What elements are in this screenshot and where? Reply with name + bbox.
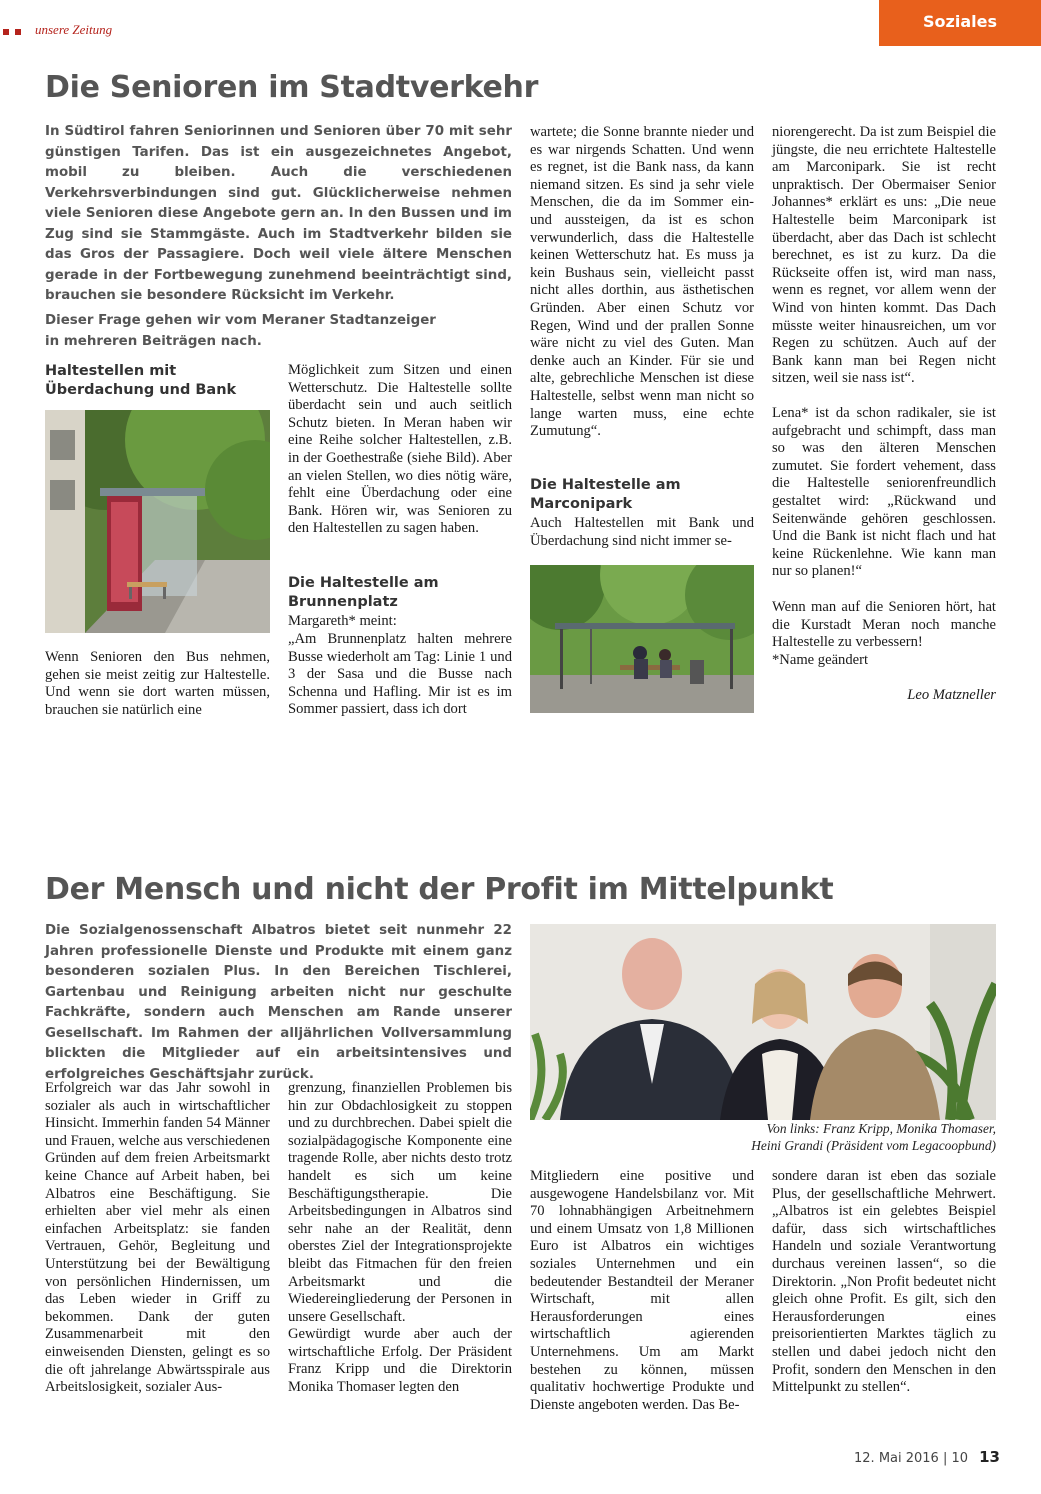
article1-col4-text2: Lena* ist da schon radikaler, sie ist aufgebracht und schimpft, dass man so was den älteren Menschen zumutet. Sie fordert vehement, dass die Haltestelle seniorenfreundlich gestaltet wird: „Rückwand und Seitenwände gehören geschlossen. Und die Bank ist nicht flach und hat keine Rückenlehne. Wie kann man nur so planen!“ <box>772 405 996 580</box>
subheading-line: Die Haltestelle am <box>288 575 439 591</box>
footer <box>820 1447 1000 1466</box>
lead2-line2: in mehreren Beiträgen nach. <box>45 333 262 349</box>
article2-col2-text2: Gewürdigt wurde aber auch der wirtschaftliche Erfolg. Der Präsident Franz Kripp und die Direktorin Monika Thomaser legten den <box>288 1326 512 1395</box>
section-tab <box>879 0 1041 46</box>
photo-caption <box>530 1121 996 1154</box>
article2-col4-text: sondere daran ist eben das soziale Plus, der gesellschaftliche Mehrwert. „Albatros ist ein gelebtes Beispiel dafür, dass sich wirtschaftliches Handeln und soziale Verantwortung durchaus vereinen lassen“, so die Direktorin. „Non Profit bedeutet nicht gleich ohne Profit. Es gilt, sich den Herausforderungen eines preisorientierten Marktes täglich zu stellen und dabei jedoch nicht den Profit, sondern den Menschen in den Mittelpunkt zu stellen“. <box>772 1168 996 1396</box>
subheading-brunnenplatz <box>288 574 512 612</box>
article2-col3-text: Mitgliedern eine positive und ausgewogene Handelsbilanz vor. Mit 70 lohnabhängigen Arbeitnehmern und einem Umsatz von 1,8 Millionen Euro ist Albatros ein wichtiges soziales Unternehmen und ein bedeutender Bestandteil der Meraner Wirtschaft, mit allen Herausforderungen eines wirtschaftlich agierenden Unternehmens. Um am Markt bestehen zu können, müssen qualitativ hochwertige Produkte und Dienste angeboten werden. Das Be- <box>530 1168 754 1413</box>
group-portrait-illustration <box>530 924 996 1120</box>
article1-author: Leo Matzneller <box>907 687 996 703</box>
article1-lead: In Südtirol fahren Seniorinnen und Senioren über 70 mit sehr günstigen Tarifen. Das ist ein ausgezeichnetes Angebot, mobil zu bleiben. Auch die verschiedenen Verkehrsverbindungen sind gut. Glücklicherweise nehmen viele Senioren diese Angebote gern an. In den Bussen und im Zug sind sie Stammgäste. Auch im Stadtverkehr bilden sie das Gros der Passagiere. Doch weil viele ältere Menschen gerade in der Fortbewegung zunehmend beeinträchtigt sind, brauchen sie besondere Rücksicht im Verkehr. <box>45 124 512 303</box>
article1-col4-text3: Wenn man auf die Senioren hört, hat die Kurstadt Meran noch manche Haltestelle zu verbessern! <box>772 599 996 651</box>
article1-col2-text: Möglichkeit zum Sitzen und einen Wetterschutz. Die Haltestelle sollte überdacht sein und auch seitlich Schutz bieten. In Meran haben wir eine Reihe solcher Haltestellen, z.B. in der Goethestraße (siehe Bild). Aber an vielen Stellen, wo dies nötig wäre, fehlt eine Überdachung oder eine Bank. Hören wir, was Senioren zu den Haltestellen zu sagen haben. <box>288 362 512 537</box>
subheading-marconipark <box>530 476 754 514</box>
lead2-line1: Dieser Frage gehen wir vom Meraner Stadtanzeiger <box>45 313 436 328</box>
article1-col1-text: Wenn Senioren den Bus nehmen, gehen sie meist zeitig zur Haltestelle. Und wenn sie dort warten müssen, brauchen sie natürlich eine <box>45 649 270 718</box>
subheading-haltestellen <box>45 362 270 400</box>
marconipark-shelter-illustration <box>530 565 754 713</box>
article1-col3-text2: Auch Haltestellen mit Bank und Überdachung sind nicht immer se- <box>530 515 754 549</box>
article2-col1-text: Erfolgreich war das Jahr sowohl in sozialer als auch in wirtschaftlicher Hinsicht. Immerhin fanden 54 Männer und Frauen, welche aus verschiedenen Gründen auf dem freien Arbeitsmarkt keine Chance auf Arbeit haben, bei Albatros eine Beschäftigung. Sie erhielten aber viel mehr als einen einfachen Arbeitsplatz: sie fanden Vertrauen, Gehör, Begleitung und Unterstützung bei der Bewältigung von persönlichen Hindernissen, um das Leben wieder in Griff zu bekommen. Dank der guten Zusammenarbeit mit den einweisenden Diensten, gelingt es so die oft jahrelange Abwärtsspirale aus Arbeitslosigkeit, sozialer Aus- <box>45 1080 270 1396</box>
article1-col4-text4: *Name geändert <box>772 652 869 668</box>
photo-bus-shelter-goethestrasse <box>45 410 270 633</box>
bus-shelter-illustration <box>45 410 270 633</box>
subheading-line: Haltestellen mit <box>45 363 177 379</box>
section-label: Soziales <box>923 12 997 31</box>
brand-squares-icon <box>3 29 9 35</box>
article1-title: Die Senioren im Stadtverkehr <box>45 70 539 105</box>
photo-bus-shelter-marconipark <box>530 565 754 713</box>
subheading-line: Überdachung und Bank <box>45 382 237 398</box>
caption-line: Heini Grandi (Präsident vom Legacoopbund) <box>751 1137 996 1153</box>
article1-col2-text2: Margareth* meint: <box>288 613 397 629</box>
subheading-line: Brunnenplatz <box>288 594 398 610</box>
article1-col4-text: niorengerecht. Da ist zum Beispiel die jüngste, die neu errichtete Haltestelle am Marconipark. Sie ist recht unpraktisch. Der Obermaiser Senior Johannes* erklärt es uns: „Die neue Haltestelle beim Marconipark ist überdacht, aber das Dach ist schlecht berechnet, es ist zu kurz. Da die Rückseite offen ist, wird man nass, wenn es regnet, vor allem wenn der Wind von hinten kommt. Das Dach müsste weiter hinausreichen, um vor Regen zu schützen. Auch auf der Bank kann man bei Regen nicht sitzen, weil sie nass ist“. <box>772 124 996 387</box>
article2-col2-text: grenzung, finanziellen Problemen bis hin zur Obdachlosigkeit zu stoppen und zu durchbrechen. Dabei spielt die sozialpädagogische Komponente eine tragende Rolle, aber nichts desto trotz handelt es sich um keine Beschäftigungstherapie. Die Arbeitsbedingungen in Albatros sind sehr nahe an der Realität, denn oberstes Ziel der Integrationsprojekte bleibt das Fitmachen für den freien Arbeitsmarkt und die Wiedereingliederung der Personen in unsere Gesellschaft. <box>288 1080 512 1325</box>
brand-squares-icon-2 <box>15 29 21 35</box>
header-brand <box>3 22 123 38</box>
photo-albatros-group <box>530 924 996 1120</box>
article2-title: Der Mensch und nicht der Profit im Mittelpunkt <box>45 872 834 907</box>
subheading-line: Marconipark <box>530 496 633 512</box>
subheading-line: Die Haltestelle am <box>530 477 681 493</box>
brand-logo-text: unsere Zeitung <box>35 22 113 37</box>
issue-date: 12. Mai 2016 | 10 <box>854 1451 969 1466</box>
page-number: 13 <box>979 1448 1000 1466</box>
article1-lead2 <box>45 311 512 352</box>
caption-line: Von links: Franz Kripp, Monika Thomaser, <box>766 1121 996 1136</box>
article1-col2-text3: „Am Brunnenplatz halten mehrere Busse wiederholt am Tag: Linie 1 und 3 der Sasa und die Busse nach Schenna und Hafling. Mir ist es im Sommer passiert, dass ich dort <box>288 631 512 718</box>
article1-col3-text: wartete; die Sonne brannte nieder und es war nirgends Schatten. Und wenn es regnet, ist die Bank nass, da kann niemand sitzen. Es sind ja sehr viele Menschen, die da im Sommer ein- und aussteigen, da ist es schon verwunderlich, dass die Haltestelle keinen Wetterschutz hat. Es muss ja kein Bushaus sein, vielleicht passt nicht alles dorthin, aus ästhetischen Gründen. Aber einen Schutz vor Regen, Wind und der prallen Sonne wäre nicht zu viel des Guten. Man denke auch an Kinder. Für sie und alte, gebrechliche Menschen ist diese Haltestelle, selbst wenn man nicht so lange warten muss, eine echte Zumutung“. <box>530 124 754 440</box>
article2-lead: Die Sozialgenossenschaft Albatros bietet seit nunmehr 22 Jahren professionelle Dienste und Produkte mit einem ganz besonderen sozialen Plus. In den Bereichen Tischlerei, Gartenbau und Reinigung arbeiten nicht nur geschulte Fachkräfte, sondern auch Menschen am Rande unserer Gesellschaft. Im Rahmen der alljährlichen Vollversammlung blickten die Mitglieder auf ein arbeitsintensives und erfolgreiches Geschäftsjahr zurück. <box>45 923 512 1082</box>
